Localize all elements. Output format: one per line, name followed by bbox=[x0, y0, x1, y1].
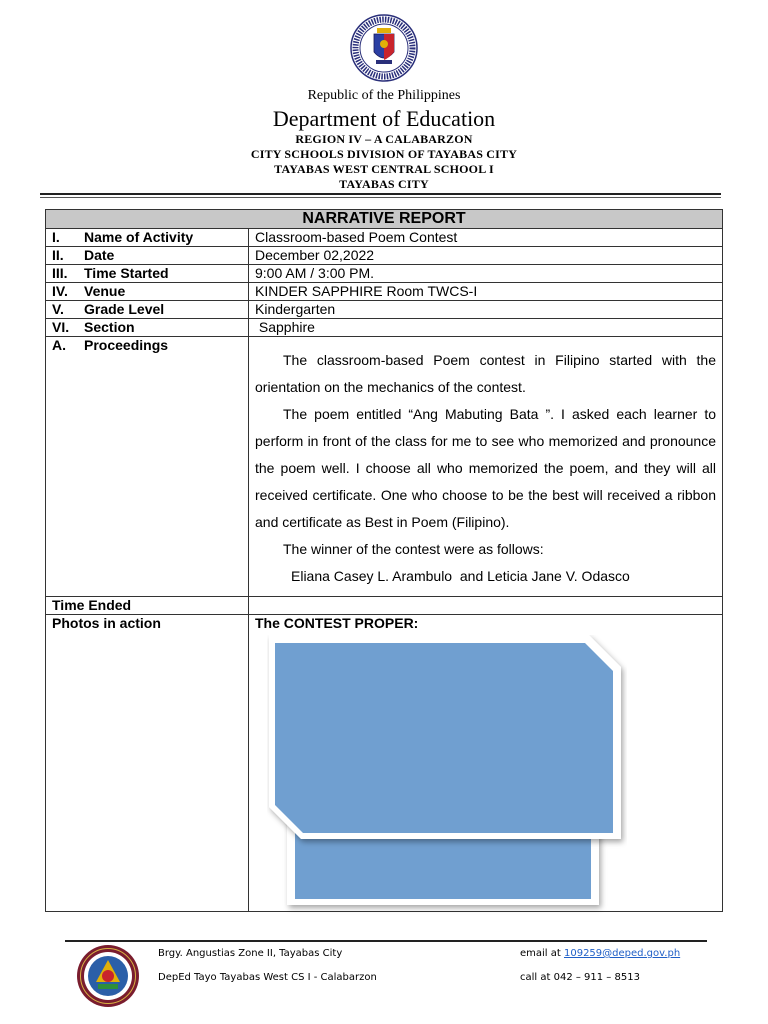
header-school: TAYABAS WEST CENTRAL SCHOOL I bbox=[274, 162, 494, 176]
footer-email bbox=[520, 948, 680, 959]
table-row bbox=[46, 301, 723, 319]
proceedings-paragraph: The poem entitled “Ang Mabuting Bata ”. I asked each learner to perform in front of the class for me to see who memorized and pronounce the poem well. I choose all who memorized the poem, and they will all received certificate. One who choose to be the best will received a ribbon and certificate as Best in Poem (Filipino). bbox=[255, 406, 717, 530]
footer-email-prefix: email at bbox=[520, 948, 564, 959]
header-division: CITY SCHOOLS DIVISION OF TAYABAS CITY bbox=[250, 147, 518, 161]
footer-page-name: DepEd Tayo Tayabas West CS I - Calabarzon bbox=[158, 972, 377, 983]
email-link[interactable]: 109259@deped.gov.ph bbox=[563, 948, 681, 959]
photos-row bbox=[46, 615, 723, 912]
photo-front-frame bbox=[269, 635, 621, 839]
header-city: TAYABAS CITY bbox=[339, 177, 429, 191]
time-ended-label: Time Ended bbox=[46, 597, 249, 615]
photos-label: Photos in action bbox=[46, 615, 249, 912]
header-republic: Republic of the Philippines bbox=[307, 88, 461, 103]
header-divider-thin bbox=[40, 197, 721, 198]
footer-phone: call at 042 – 911 – 8513 bbox=[520, 972, 640, 983]
row-value: Sapphire bbox=[249, 319, 723, 337]
row-label: Grade Level bbox=[84, 301, 165, 317]
deped-seal-logo bbox=[350, 14, 418, 82]
row-value: December 02,2022 bbox=[249, 247, 723, 265]
table-row bbox=[46, 283, 723, 301]
proceedings-content bbox=[249, 337, 723, 597]
row-label: Date bbox=[84, 247, 115, 263]
photos-heading: The CONTEST PROPER: bbox=[255, 615, 419, 631]
row-label: Name of Activity bbox=[84, 229, 194, 245]
row-value: 9:00 AM / 3:00 PM. bbox=[249, 265, 723, 283]
row-label: Time Started bbox=[84, 265, 169, 281]
row-label: Proceedings bbox=[84, 337, 169, 353]
school-seal-logo bbox=[76, 944, 140, 1008]
table-row bbox=[46, 229, 723, 247]
row-label: Venue bbox=[84, 283, 126, 299]
row-number: A. bbox=[52, 337, 66, 353]
table-row bbox=[46, 597, 723, 615]
footer-address: Brgy. Angustias Zone II, Tayabas City bbox=[158, 948, 343, 959]
row-number: IV. bbox=[52, 283, 68, 299]
proceedings-paragraph: The classroom-based Poem contest in Filipino started with the orientation on the mechanics of the contest. bbox=[255, 352, 717, 395]
row-value: Classroom-based Poem Contest bbox=[249, 229, 723, 247]
table-row bbox=[46, 247, 723, 265]
header-region: REGION IV – A CALABARZON bbox=[295, 132, 473, 146]
narrative-report-table bbox=[45, 209, 723, 912]
table-row bbox=[46, 265, 723, 283]
proceedings-row bbox=[46, 337, 723, 597]
time-ended-value bbox=[249, 597, 723, 615]
row-number: I. bbox=[52, 229, 60, 245]
row-number: V. bbox=[52, 301, 64, 317]
row-value: Kindergarten bbox=[249, 301, 723, 319]
row-number: II. bbox=[52, 247, 64, 263]
header-divider bbox=[40, 193, 721, 195]
row-number: III. bbox=[52, 265, 68, 281]
photo-placeholder bbox=[267, 635, 627, 915]
row-label: Section bbox=[84, 319, 135, 335]
row-value: KINDER SAPPHIRE Room TWCS-I bbox=[249, 283, 723, 301]
proceedings-paragraph: The winner of the contest were as follows: bbox=[283, 541, 544, 557]
report-title: NARRATIVE REPORT bbox=[46, 210, 723, 229]
header-department: Department of Education bbox=[272, 106, 496, 131]
footer-divider bbox=[65, 940, 707, 942]
photos-cell bbox=[249, 615, 723, 912]
table-row bbox=[46, 319, 723, 337]
row-number: VI. bbox=[52, 319, 70, 335]
winners-list: Eliana Casey L. Arambulo and Leticia Jane V. Odasco bbox=[291, 568, 630, 584]
table-title-row bbox=[46, 210, 723, 229]
